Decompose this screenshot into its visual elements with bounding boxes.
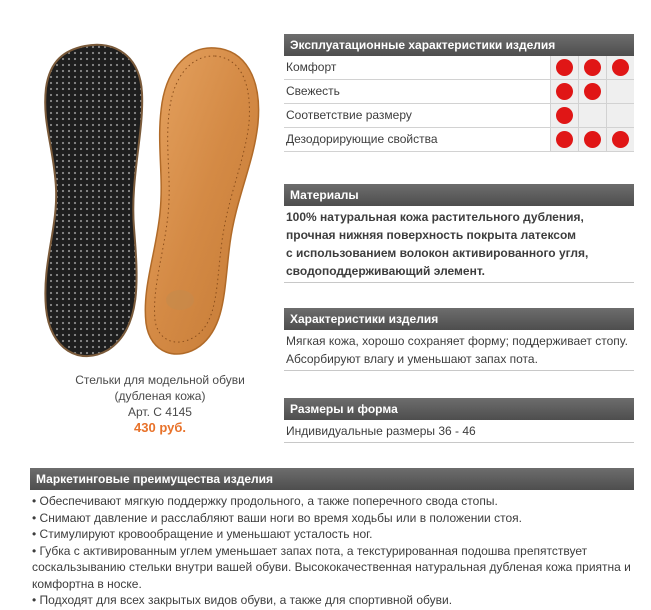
rating-cell: [578, 104, 606, 127]
benefit-item: • Снимают давление и расслабляют ваши ноги во время ходьбы или в положении стоя.: [32, 510, 522, 525]
materials-divider: [284, 282, 634, 283]
features-text: [286, 332, 634, 368]
features-header: Характеристики изделия: [284, 308, 634, 330]
leather-insole-logo: [166, 290, 194, 310]
sizes-divider: [284, 442, 634, 443]
rating-cell: [550, 80, 578, 103]
rating-dot: [556, 59, 573, 76]
rating-dot: [612, 59, 629, 76]
leather-insole-shape: [145, 48, 258, 354]
characteristics-header: Эксплуатационные характеристики изделия: [284, 34, 634, 56]
product-name: Стельки для модельной обуви: [75, 373, 245, 387]
rating-cell: [578, 80, 606, 103]
product-material: (дубленая кожа): [114, 389, 206, 403]
rating-cell: [606, 104, 634, 127]
rating-cell: [578, 56, 606, 79]
rating-cell: [606, 56, 634, 79]
materials-header: Материалы: [284, 184, 634, 206]
product-caption: [40, 372, 280, 436]
materials-line: прочная нижняя поверхность покрыта латексом: [286, 228, 577, 242]
rating-cell: [550, 56, 578, 79]
characteristics-table: [284, 56, 634, 152]
characteristic-label: Дезодорирующие свойства: [286, 132, 438, 146]
materials-line: с использованием волокон активированного угля,: [286, 246, 589, 260]
rating-dot: [556, 107, 573, 124]
rating-dot: [584, 83, 601, 100]
features-line: Мягкая кожа, хорошо сохраняет форму; поддерживает стопу.: [286, 334, 628, 348]
rating-cell: [578, 128, 606, 151]
product-price: 430 руб.: [134, 420, 186, 435]
rating-dot: [584, 131, 601, 148]
characteristic-row: [284, 128, 634, 152]
benefit-item: • Обеспечивают мягкую поддержку продольного, а также поперечного свода стопы.: [32, 494, 498, 508]
product-article: Арт. С 4145: [128, 405, 192, 419]
characteristic-label: Свежесть: [286, 84, 340, 98]
insoles-product-image: [30, 38, 270, 358]
rating-cell: [606, 128, 634, 151]
benefit-item: • Подходят для всех закрытых видов обуви, а также для спортивной обуви.: [32, 593, 453, 607]
black-insole-shape: [45, 45, 142, 356]
features-line: Абсорбируют влагу и уменьшают запах пота.: [286, 352, 538, 366]
rating-dot: [584, 59, 601, 76]
benefit-item: • Стимулируют кровообращение и уменьшают усталость ног.: [32, 527, 373, 541]
materials-text: [286, 208, 634, 280]
features-divider: [284, 370, 634, 371]
characteristic-row: [284, 80, 634, 104]
rating-dot: [612, 131, 629, 148]
characteristic-row: [284, 104, 634, 128]
marketing-benefits-list: [32, 493, 632, 609]
rating-dot: [556, 83, 573, 100]
sizes-header: Размеры и форма: [284, 398, 634, 420]
rating-cell: [606, 80, 634, 103]
rating-dot: [556, 131, 573, 148]
rating-cell: [550, 104, 578, 127]
sizes-text: Индивидуальные размеры 36 - 46: [286, 424, 476, 438]
marketing-header: Маркетинговые преимущества изделия: [30, 468, 634, 490]
materials-line: 100% натуральная кожа растительного дубления,: [286, 210, 584, 224]
characteristic-label: Соответствие размеру: [286, 108, 412, 122]
benefit-item: • Губка с активированным углем уменьшает запах пота, а текстурированная подошва препятствует соскальзыванию стельки внутри вашей обуви. Высококачественная натуральная дубленая кожа приятна и комфортна в носке.: [32, 543, 631, 591]
characteristic-row: [284, 56, 634, 80]
materials-line: сводоподдерживающий элемент.: [286, 264, 486, 278]
rating-cell: [550, 128, 578, 151]
characteristic-label: Комфорт: [286, 60, 337, 74]
